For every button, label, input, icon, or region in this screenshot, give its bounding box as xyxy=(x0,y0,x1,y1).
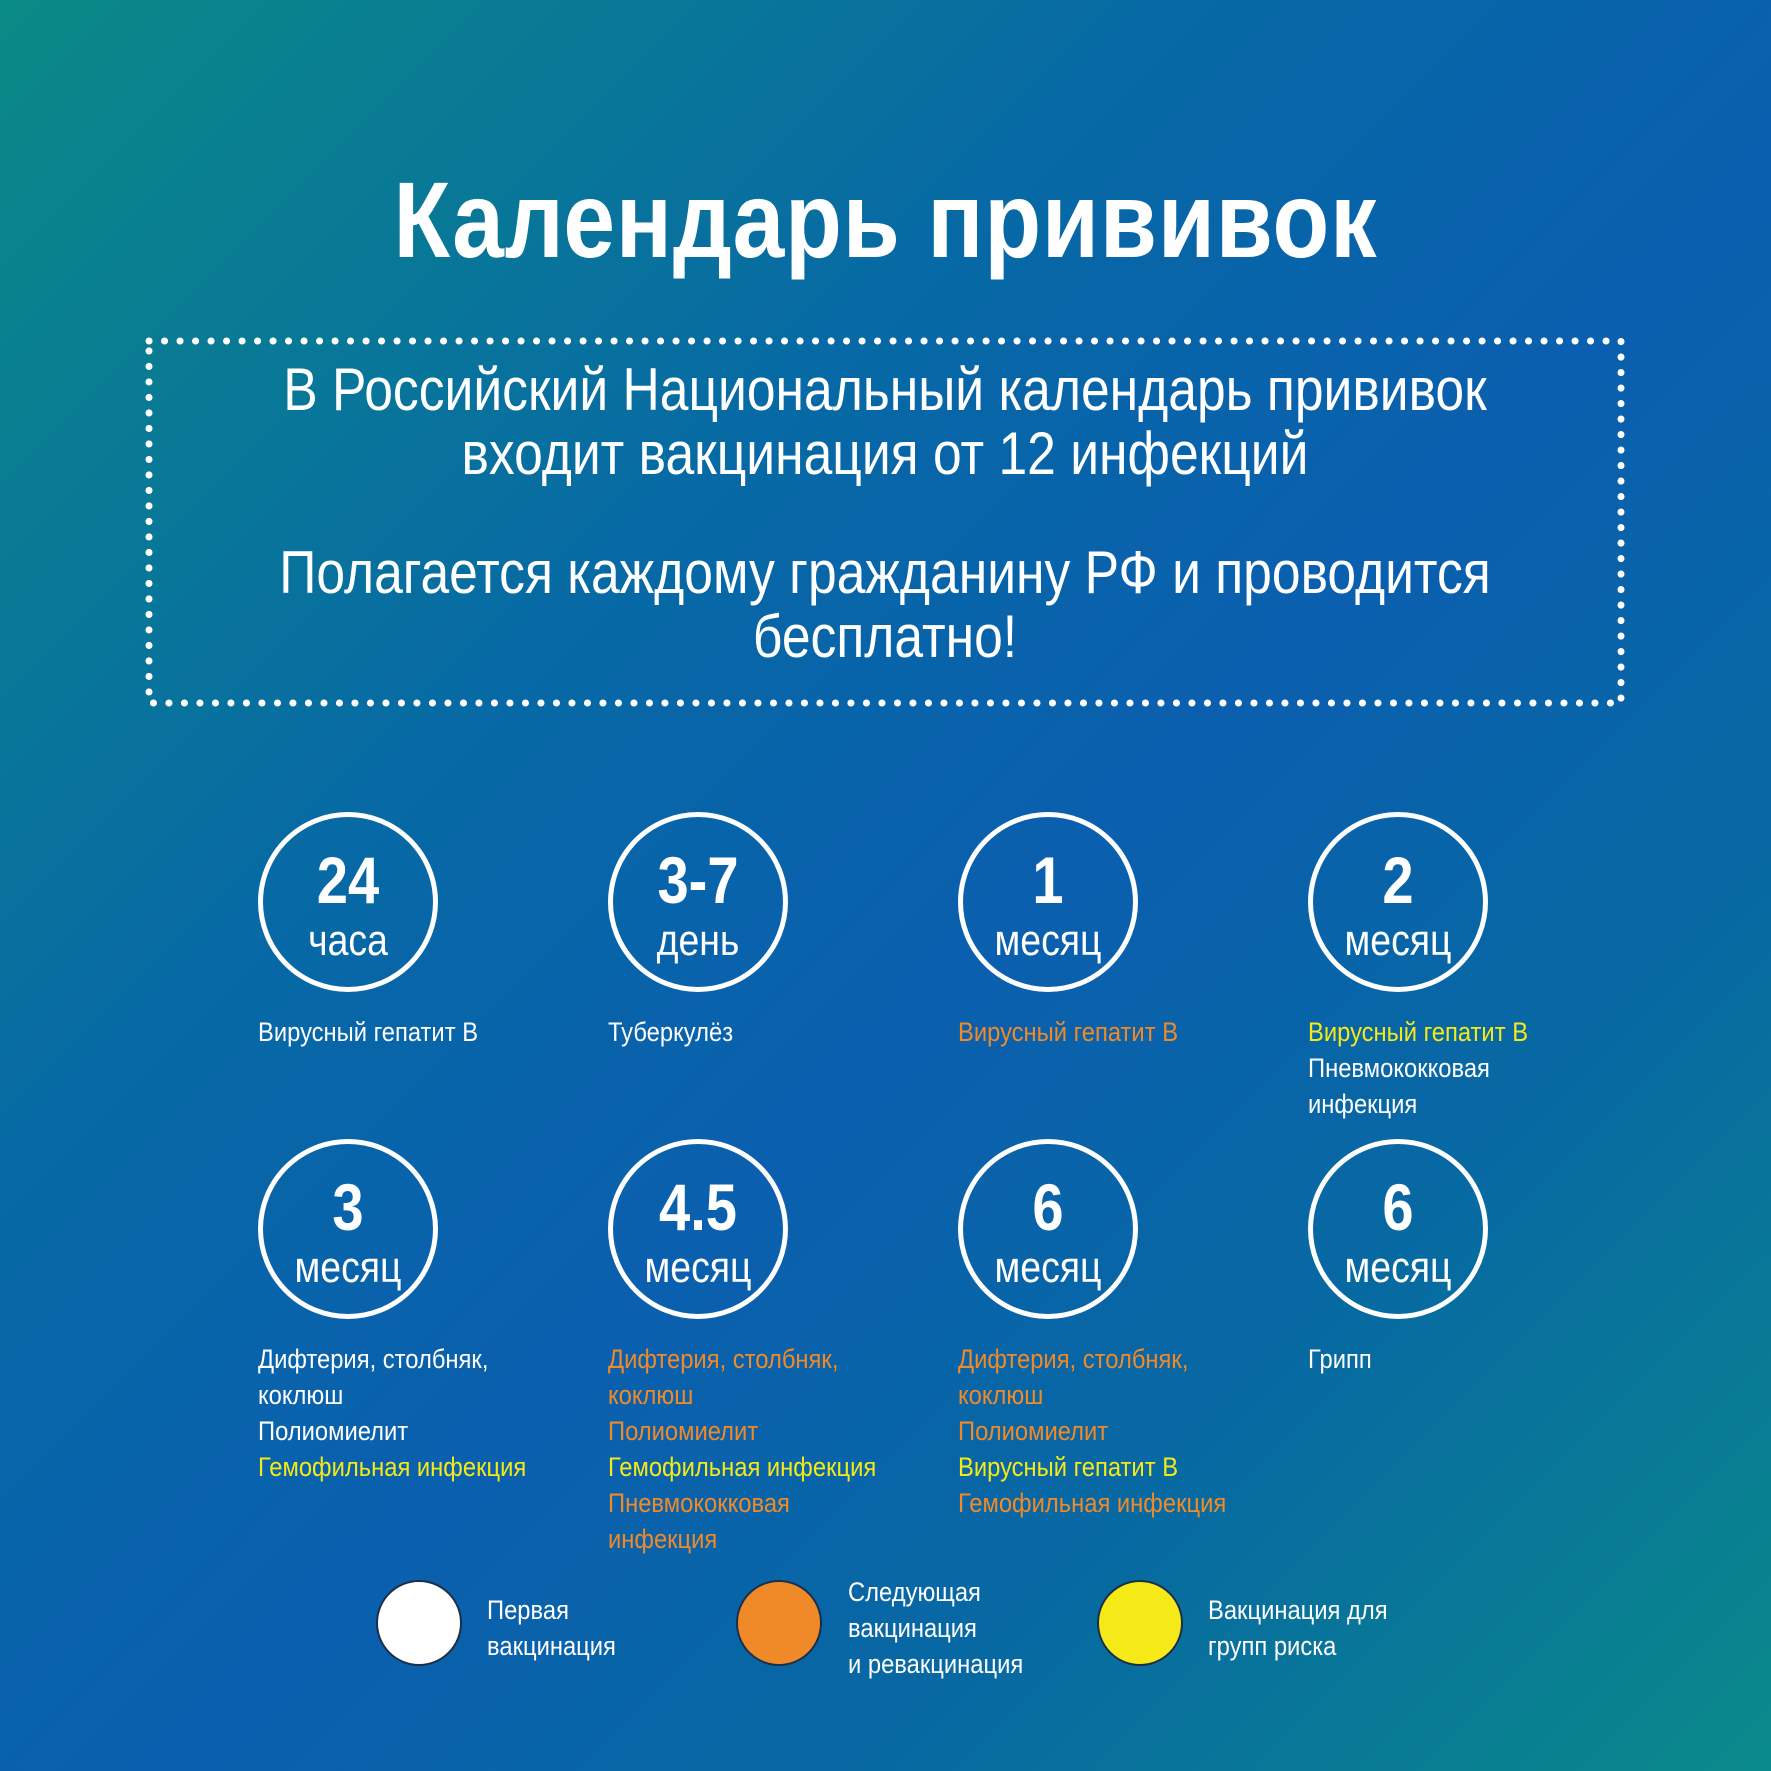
intro-line: входит вакцинация от 12 инфекций xyxy=(461,420,1309,487)
intro-paragraph-1 xyxy=(248,358,1523,486)
vaccine-line: коклюш xyxy=(608,1380,694,1410)
vaccine-list xyxy=(258,1341,575,1485)
age-unit: месяц xyxy=(994,916,1102,965)
vaccine-list xyxy=(1308,1341,1625,1377)
vaccine-line: Пневмококковая xyxy=(1308,1053,1490,1083)
vaccine-line: Пневмококковая xyxy=(608,1488,790,1518)
age-number: 2 xyxy=(1382,843,1414,917)
vaccine-line: Туберкулёз xyxy=(608,1017,734,1047)
vaccine-line: Полиомиелит xyxy=(608,1416,759,1446)
vaccine-line: Дифтерия, столбняк, xyxy=(958,1344,1189,1374)
legend-dot-first xyxy=(376,1580,462,1666)
age-circle xyxy=(258,1139,438,1319)
age-unit: месяц xyxy=(294,1243,402,1292)
legend-line: вакцинация xyxy=(487,1631,616,1661)
legend-dot-risk xyxy=(1097,1580,1183,1666)
vaccine-line: Дифтерия, столбняк, xyxy=(608,1344,839,1374)
vaccine-line: коклюш xyxy=(258,1380,344,1410)
vaccine-line: Гемофильная инфекция xyxy=(958,1488,1227,1518)
intro-line: В Российский Национальный календарь прививок xyxy=(283,356,1487,423)
age-unit: месяц xyxy=(994,1243,1102,1292)
vaccine-list xyxy=(608,1014,925,1050)
age-number: 4.5 xyxy=(659,1170,737,1244)
vaccine-list xyxy=(1308,1014,1625,1122)
legend-label-next xyxy=(848,1574,1023,1682)
age-number: 6 xyxy=(1382,1170,1414,1244)
vaccine-line: инфекция xyxy=(1308,1089,1418,1119)
age-circle xyxy=(1308,812,1488,992)
legend-line: Вакцинация для xyxy=(1208,1595,1388,1625)
age-unit: месяц xyxy=(644,1243,752,1292)
age-number: 3 xyxy=(332,1170,364,1244)
vaccine-line: инфекция xyxy=(608,1524,718,1554)
age-number: 24 xyxy=(316,843,380,917)
age-unit: день xyxy=(656,916,740,965)
intro-line: Полагается каждому гражданину РФ и проводится xyxy=(279,539,1491,606)
age-number: 1 xyxy=(1032,843,1064,917)
age-number: 6 xyxy=(1032,1170,1064,1244)
intro-line: бесплатно! xyxy=(752,603,1018,670)
age-unit: месяц xyxy=(1344,916,1452,965)
vaccine-line: Гемофильная инфекция xyxy=(608,1452,877,1482)
legend-line: вакцинация xyxy=(848,1613,977,1643)
vaccine-line: Дифтерия, столбняк, xyxy=(258,1344,489,1374)
legend-label-risk xyxy=(1208,1592,1388,1664)
age-unit: месяц xyxy=(1344,1243,1452,1292)
age-unit: часа xyxy=(308,916,388,965)
age-circle xyxy=(1308,1139,1488,1319)
vaccine-line: Вирусный гепатит В xyxy=(958,1452,1179,1482)
age-circle xyxy=(958,1139,1138,1319)
legend-line: Следующая xyxy=(848,1577,981,1607)
legend-line: и ревакцинация xyxy=(848,1649,1024,1679)
vaccine-list xyxy=(258,1014,575,1050)
vaccine-line: Грипп xyxy=(1308,1344,1372,1374)
legend-dot-next xyxy=(736,1580,822,1666)
vaccine-line: Вирусный гепатит В xyxy=(1308,1017,1529,1047)
legend-line: групп риска xyxy=(1208,1631,1337,1661)
vaccine-line: Полиомиелит xyxy=(958,1416,1109,1446)
vaccine-line: Полиомиелит xyxy=(258,1416,409,1446)
age-number: 3-7 xyxy=(657,843,739,917)
intro-paragraph-2 xyxy=(248,541,1523,669)
legend-label-first xyxy=(487,1592,616,1664)
age-circle xyxy=(608,1139,788,1319)
age-circle xyxy=(608,812,788,992)
vaccine-list xyxy=(958,1014,1275,1050)
vaccine-line: Вирусный гепатит В xyxy=(258,1017,479,1047)
vaccine-line: Гемофильная инфекция xyxy=(258,1452,527,1482)
age-circle xyxy=(958,812,1138,992)
age-circle xyxy=(258,812,438,992)
vaccine-line: коклюш xyxy=(958,1380,1044,1410)
page-title: Календарь прививок xyxy=(393,159,1378,280)
vaccine-list xyxy=(608,1341,925,1557)
legend-line: Первая xyxy=(487,1595,569,1625)
intro-box xyxy=(144,336,1626,708)
vaccine-list xyxy=(958,1341,1275,1521)
vaccine-line: Вирусный гепатит В xyxy=(958,1017,1179,1047)
